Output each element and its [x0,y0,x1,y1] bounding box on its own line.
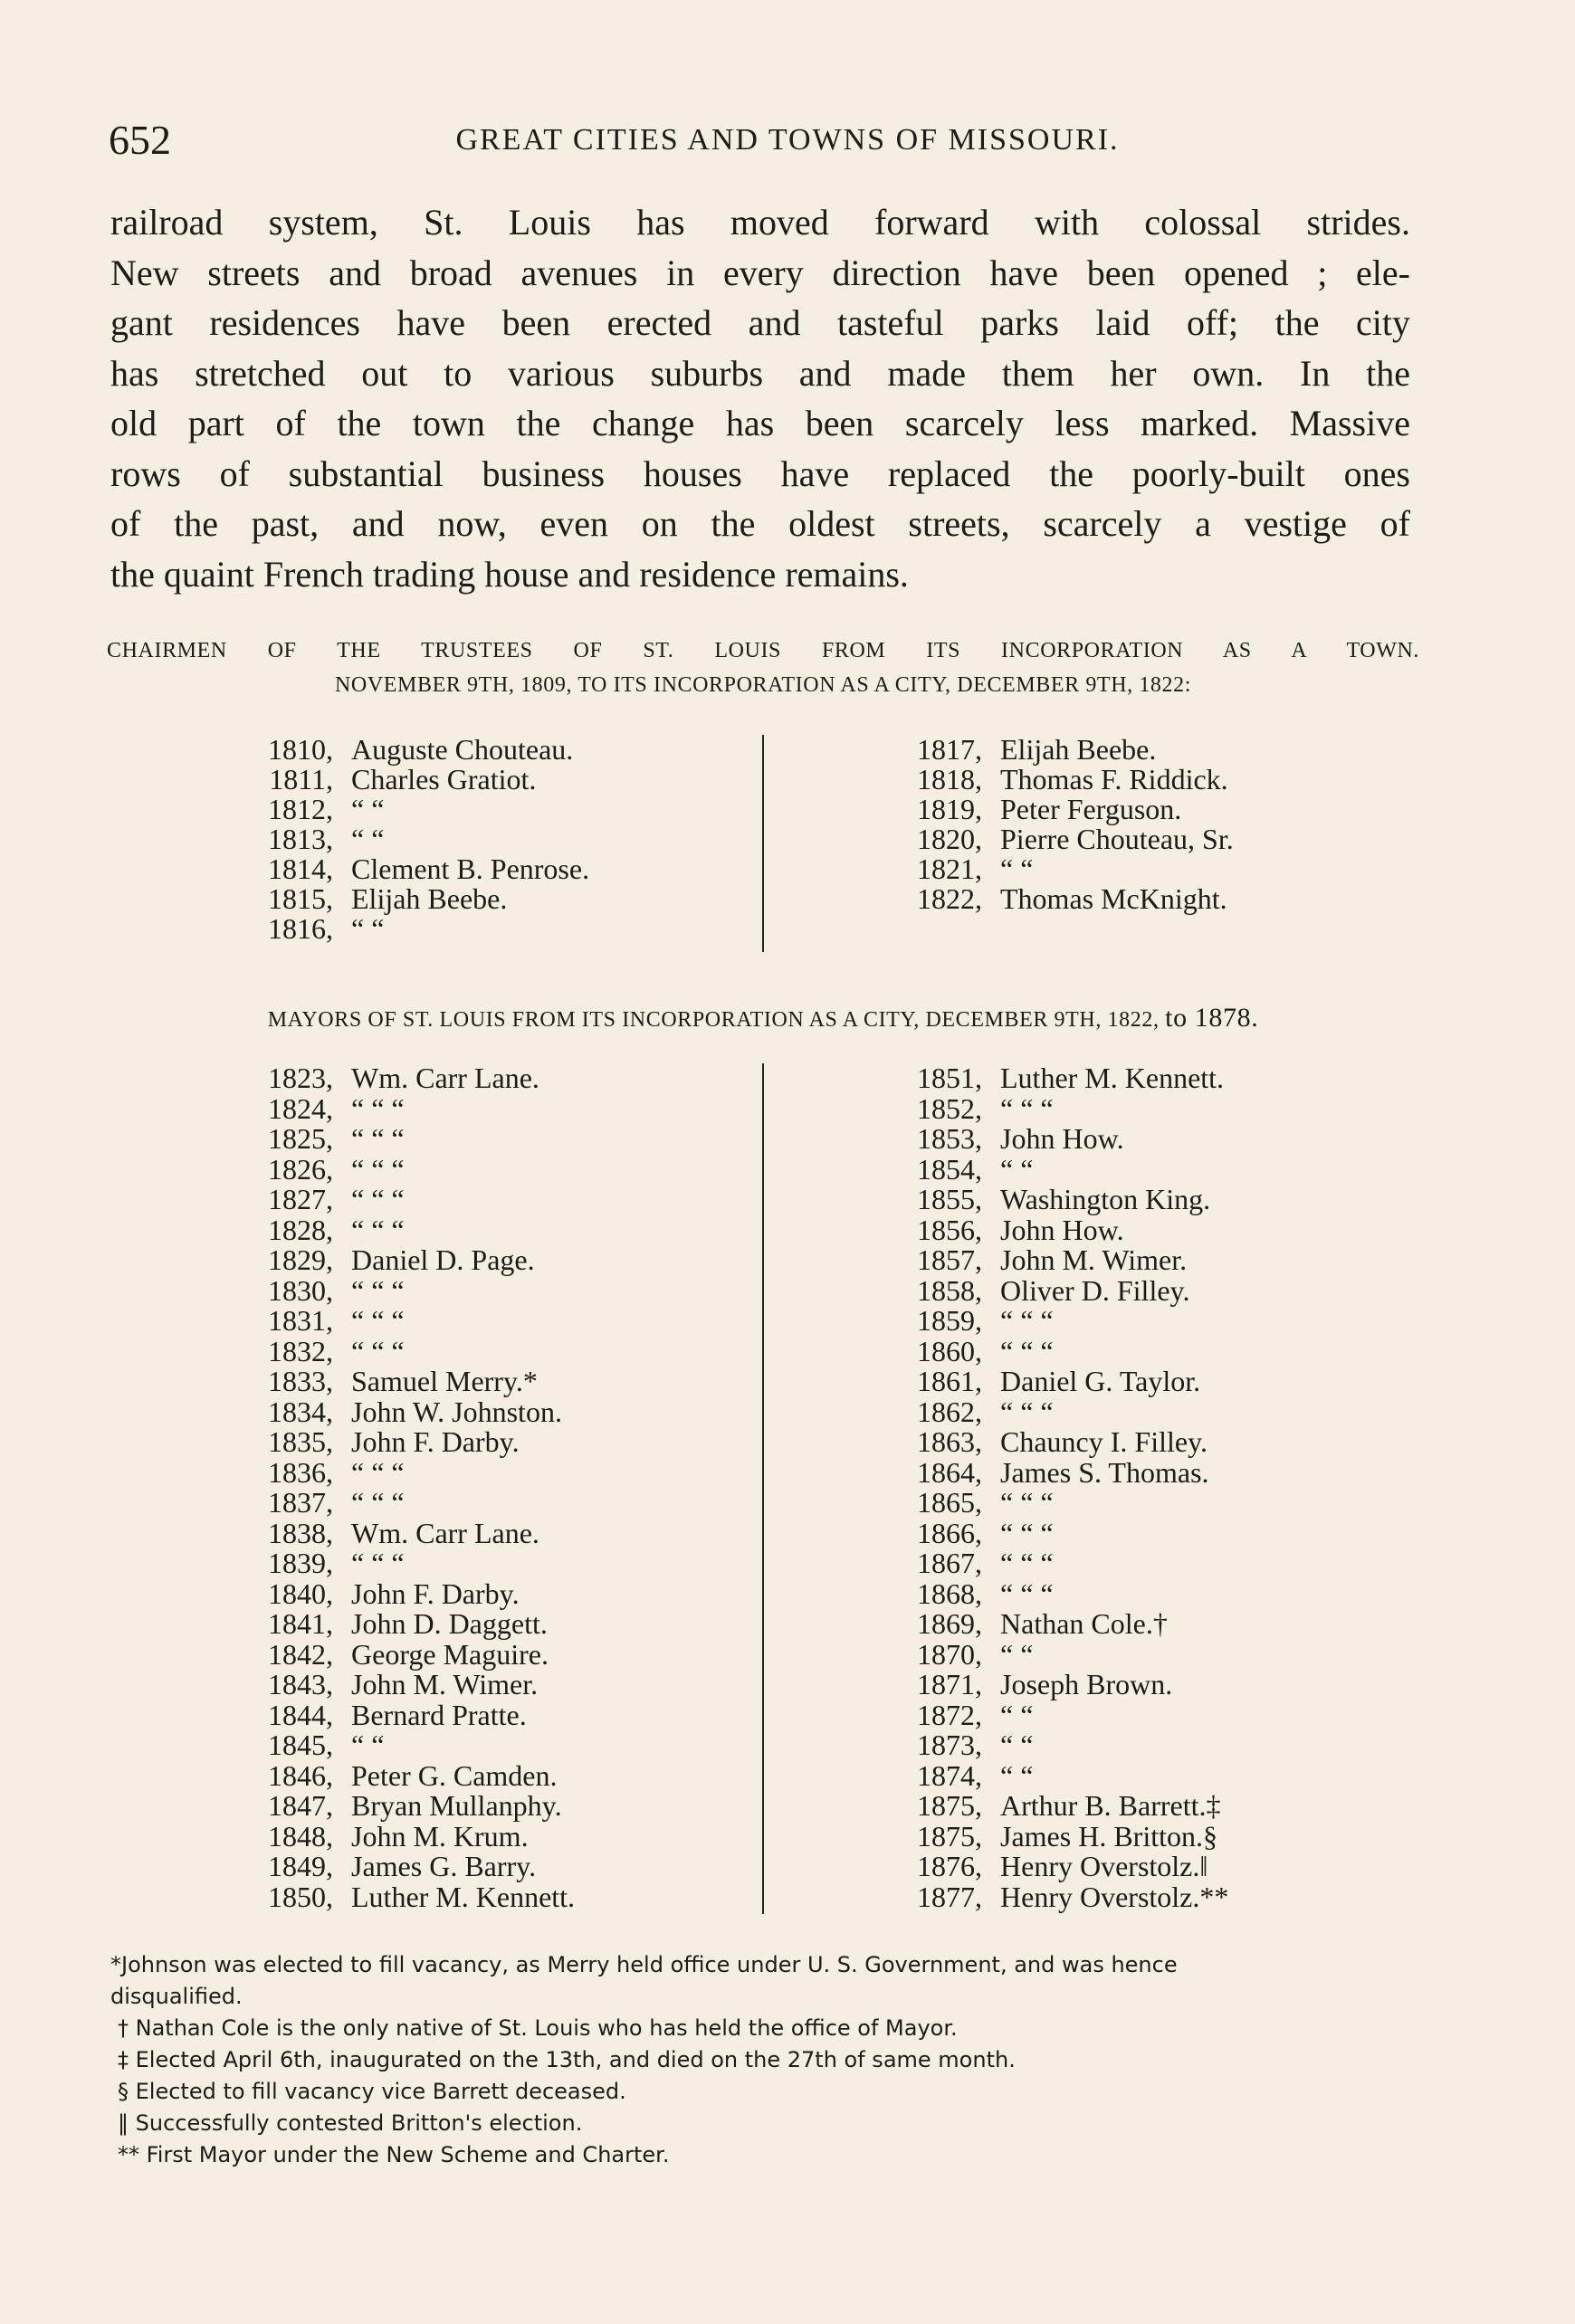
body-line: New streets and broad avenues in every direction have been opened ; ele- [110,252,1410,293]
table-row [873,884,1234,914]
chairman-name: Thomas McKnight. [1000,882,1227,915]
year: 1872, [917,1698,982,1731]
mayor-name: John M. Wimer. [1000,1243,1188,1276]
year: 1816, [268,912,333,945]
body-line: has stretched out to various suburbs and made them her own. In the [110,352,1410,394]
table-row [224,765,589,795]
year: 1858, [917,1273,982,1307]
mayor-name: Luther M. Kennett. [1000,1062,1225,1094]
mayor-name: “ “ “ [1000,1334,1054,1367]
year: 1866, [917,1516,982,1549]
table-row [224,1455,575,1489]
year: 1836, [268,1455,333,1489]
table-row [224,1758,575,1792]
year: 1838, [268,1516,333,1549]
table-row [873,1427,1228,1458]
table-row [224,854,589,884]
mayor-name: “ “ “ [351,1273,405,1307]
mayor-name: “ “ “ [1000,1516,1054,1549]
mayor-name: Daniel G. Taylor. [1000,1365,1201,1397]
chairmen-left-column [224,735,589,944]
table-row [873,1609,1228,1640]
mayor-name: “ “ “ [351,1304,405,1337]
table-row [873,1245,1228,1276]
body-line: railroad system, St. Louis has moved forward with colossal strides. [110,202,1410,243]
mayor-name: “ “ “ [1000,1304,1054,1337]
year: 1811, [269,763,333,795]
mayor-name: John D. Daggett. [351,1607,548,1640]
table-row [224,1185,575,1215]
mayor-name: John How. [1000,1213,1124,1246]
year: 1810, [268,733,333,766]
year: 1860, [917,1334,982,1367]
chairman-name: Elijah Beebe. [351,882,508,915]
year: 1829, [268,1243,333,1276]
mayor-name: “ “ [1000,1152,1034,1186]
mayor-name: “ “ “ [351,1091,405,1125]
footnote-johnson-cont: disqualified. [110,1984,243,2009]
chairman-name: Charles Gratiot. [351,763,537,795]
table-row [224,1273,575,1307]
year: 1868, [917,1576,982,1610]
footnote-parallel: ‖ Successfully contested Britton's election. [118,2110,583,2136]
table-row [224,1700,575,1731]
mayor-name: “ “ “ [351,1152,405,1186]
year: 1818, [917,763,982,795]
mayor-name: “ “ “ [1000,1091,1054,1125]
year: 1828, [268,1213,333,1246]
body-line: gant residences have been erected and tasteful parks laid off; the city [110,302,1410,343]
year: 1815, [268,882,333,915]
mayor-name: “ “ “ [1000,1486,1054,1519]
table-row [224,1152,575,1186]
table-row [224,1548,575,1579]
mayor-name: John M. Wimer. [351,1668,539,1700]
mayor-name: “ “ [1000,1698,1034,1731]
year: 1840, [268,1576,333,1610]
year: 1859, [917,1304,982,1337]
table-row [873,1730,1228,1761]
mayor-name: “ “ [1000,1637,1034,1671]
year: 1827, [268,1183,333,1215]
table-row [224,1670,575,1700]
year: 1832, [268,1334,333,1367]
year: 1814, [268,852,333,885]
table-row [224,1730,575,1761]
mayor-name: Bryan Mullanphy. [351,1789,562,1822]
table-row [873,1548,1228,1579]
mayor-name: “ “ “ [351,1122,405,1155]
table-row [224,795,589,824]
page-number: 652 [109,117,171,163]
year: 1813, [268,823,333,855]
mayors-table [0,1063,1575,1914]
year: 1849, [268,1850,333,1882]
table-row [873,735,1234,765]
table-row [873,795,1234,824]
mayor-name: James H. Britton.§ [1000,1819,1217,1853]
table-row [224,1124,575,1155]
year: 1823, [268,1062,333,1094]
table-row [873,1367,1228,1397]
year: 1862, [917,1395,982,1428]
running-head [109,116,1466,170]
mayors-right-column [873,1063,1228,1912]
mayor-name: Joseph Brown. [1000,1668,1173,1700]
year: 1830, [268,1273,333,1307]
year: 1843, [268,1668,333,1700]
mayors-left-column [224,1063,575,1912]
mayors-heading-end: to 1878. [1165,1003,1259,1033]
year: 1875, [917,1789,982,1822]
table-row [873,1273,1228,1307]
table-row [873,1637,1228,1671]
year: 1819, [917,793,982,825]
table-row [873,1758,1228,1792]
footnote-section: § Elected to fill vacancy vice Barrett deceased. [118,2079,626,2104]
table-row [873,1700,1228,1731]
running-title: GREAT CITIES AND TOWNS OF MISSOURI. [455,123,1120,157]
table-row [873,1852,1228,1882]
year: 1847, [268,1789,333,1822]
mayor-name: Oliver D. Filley. [1000,1273,1190,1307]
year: 1850, [268,1880,333,1913]
year: 1870, [917,1637,982,1671]
table-row [873,1091,1228,1125]
table-row [224,1819,575,1853]
mayor-name: “ “ [1000,1758,1034,1792]
table-row [224,1245,575,1276]
year: 1852, [917,1091,982,1125]
mayor-name: John F. Darby. [351,1425,520,1458]
body-line: the quaint French trading house and residence remains. [110,553,909,595]
mayor-name: Henry Overstolz.‖ [1000,1850,1208,1882]
chairman-name: Auguste Chouteau. [351,733,574,766]
table-row [873,1791,1228,1822]
year: 1821, [917,852,982,885]
footnote-johnson: *Johnson was elected to fill vacancy, as Merry held office under U. S. Government, and was hence [110,1952,1178,1977]
year: 1863, [917,1425,982,1458]
year: 1833, [268,1365,333,1397]
mayor-name: James S. Thomas. [1000,1455,1209,1489]
year: 1824, [268,1091,333,1125]
chairmen-heading-line-1: CHAIRMEN OF THE TRUSTEES OF ST. LOUIS FROM ITS INCORPORATION AS A TOWN. [107,639,1419,662]
year: 1873, [917,1729,982,1761]
year: 1844, [268,1698,333,1731]
year: 1871, [917,1668,982,1700]
year: 1834, [268,1395,333,1428]
mayor-name: “ “ “ [351,1455,405,1489]
year: 1861, [917,1365,982,1397]
chairman-name: Thomas F. Riddick. [1000,763,1228,795]
year: 1854, [917,1152,982,1186]
body-paragraph [110,197,1410,599]
table-row [224,1091,575,1125]
year: 1865, [917,1486,982,1519]
table-row [224,1427,575,1458]
mayor-name: John W. Johnston. [351,1395,562,1428]
table-row [224,735,589,765]
footnote-double-star: ** First Mayor under the New Scheme and Charter. [118,2142,670,2167]
table-row [224,1852,575,1882]
table-row [224,1215,575,1246]
mayor-name: Luther M. Kennett. [351,1880,576,1913]
year: 1857, [917,1243,982,1276]
mayor-name: John F. Darby. [351,1576,520,1610]
chairman-name: Pierre Chouteau, Sr. [1000,823,1234,855]
mayor-name: “ “ [351,1729,385,1761]
body-line: of the past, and now, even on the oldest streets, scarcely a vestige of [110,503,1410,544]
table-row [224,1609,575,1640]
chairman-name: Elijah Beebe. [1000,733,1157,766]
column-divider [762,735,764,952]
chairmen-table [0,735,1575,952]
table-row [873,1185,1228,1215]
year: 1846, [268,1758,333,1792]
mayor-name: “ “ “ [1000,1547,1054,1579]
table-row [873,1152,1228,1186]
table-row [873,1397,1228,1428]
table-row [873,1576,1228,1610]
table-row [873,1306,1228,1337]
table-row [873,824,1234,854]
table-row [224,1882,575,1913]
chairman-name: “ “ [1000,852,1034,885]
chairmen-right-column [873,735,1234,914]
year: 1864, [917,1455,982,1489]
table-row [873,1334,1228,1367]
chairman-name: “ “ [351,823,385,855]
body-line: old part of the town the change has been scarcely less marked. Massive [110,403,1410,443]
year: 1867, [917,1547,982,1579]
mayor-name: Bernard Pratte. [351,1698,527,1731]
year: 1831, [268,1304,333,1337]
mayor-name: Wm. Carr Lane. [351,1062,539,1094]
table-row [224,1367,575,1397]
year: 1877, [917,1880,982,1913]
mayor-name: George Maguire. [351,1637,549,1671]
table-row [873,765,1234,795]
year: 1837, [268,1486,333,1519]
mayor-name: “ “ “ [351,1486,405,1519]
mayors-heading-text: MAYORS OF ST. LOUIS FROM ITS INCORPORATION AS A CITY, DECEMBER 9TH, 1822, [267,1008,1166,1032]
table-row [873,1516,1228,1549]
table-row [224,884,589,914]
year: 1817, [917,733,982,766]
year: 1842, [268,1637,333,1671]
table-row [224,824,589,854]
mayors-heading [107,1001,1419,1037]
year: 1855, [917,1183,982,1215]
year: 1856, [917,1213,982,1246]
year: 1848, [268,1819,333,1853]
year: 1869, [917,1607,982,1640]
year: 1825, [268,1122,333,1155]
chairmen-heading-line-2: NOVEMBER 9TH, 1809, TO ITS INCORPORATION AS A CITY, DECEMBER 9TH, 1822: [334,673,1191,697]
table-row [224,1306,575,1337]
mayor-name: “ “ “ [1000,1395,1054,1428]
table-row [224,914,589,944]
mayor-name: Daniel D. Page. [351,1243,535,1276]
year: 1874, [917,1758,982,1792]
year: 1839, [268,1547,333,1579]
table-row [873,1063,1228,1094]
table-row [224,1576,575,1610]
table-row [224,1334,575,1367]
mayor-name: Henry Overstolz.** [1000,1880,1229,1913]
chairman-name: “ “ [351,912,385,945]
year: 1845, [268,1729,333,1761]
mayor-name: “ “ “ [351,1213,405,1246]
chairmen-heading [107,633,1419,702]
table-row [873,1819,1228,1853]
year: 1876, [917,1850,982,1882]
chairman-name: Clement B. Penrose. [351,852,590,885]
mayor-name: “ “ “ [351,1183,405,1215]
table-row [873,1124,1228,1155]
table-row [873,1488,1228,1519]
footnote-dagger: † Nathan Cole is the only native of St. Louis who has held the office of Mayor. [118,2015,958,2041]
column-divider [762,1063,764,1914]
table-row [224,1063,575,1094]
year: 1820, [917,823,982,855]
table-row [224,1791,575,1822]
mayor-name: “ “ “ [1000,1576,1054,1610]
mayor-name: Samuel Merry.* [351,1365,538,1397]
mayor-name: Nathan Cole.† [1000,1607,1168,1640]
year: 1826, [268,1152,333,1186]
year: 1822, [917,882,982,915]
table-row [224,1516,575,1549]
year: 1853, [917,1122,982,1155]
table-row [873,1215,1228,1246]
table-row [224,1397,575,1428]
year: 1835, [268,1425,333,1458]
mayor-name: John How. [1000,1122,1124,1155]
year: 1841, [268,1607,333,1640]
year: 1812, [268,793,333,825]
mayor-name: James G. Barry. [351,1850,537,1882]
mayor-name: Peter G. Camden. [351,1758,558,1792]
table-row [873,1455,1228,1489]
mayor-name: “ “ “ [351,1547,405,1579]
mayor-name: Wm. Carr Lane. [351,1516,539,1549]
mayor-name: Chauncy I. Filley. [1000,1425,1208,1458]
chairman-name: “ “ [351,793,385,825]
table-row [224,1637,575,1671]
year: 1875, [917,1819,982,1853]
footnote-double-dagger: ‡ Elected April 6th, inaugurated on the 13th, and died on the 27th of same month. [118,2047,1016,2072]
mayor-name: Washington King. [1000,1183,1211,1215]
table-row [873,854,1234,884]
year: 1851, [917,1062,982,1094]
table-row [873,1670,1228,1700]
mayor-name: “ “ “ [351,1334,405,1367]
table-row [873,1882,1228,1913]
footnotes [110,1949,1410,2171]
mayor-name: “ “ [1000,1729,1034,1761]
mayor-name: Arthur B. Barrett.‡ [1000,1789,1221,1822]
mayor-name: John M. Krum. [351,1819,529,1853]
mayors-heading-line [107,1001,1419,1037]
table-row [224,1488,575,1519]
chairman-name: Peter Ferguson. [1000,793,1182,825]
body-line: rows of substantial business houses have replaced the poorly-built ones [110,452,1410,494]
